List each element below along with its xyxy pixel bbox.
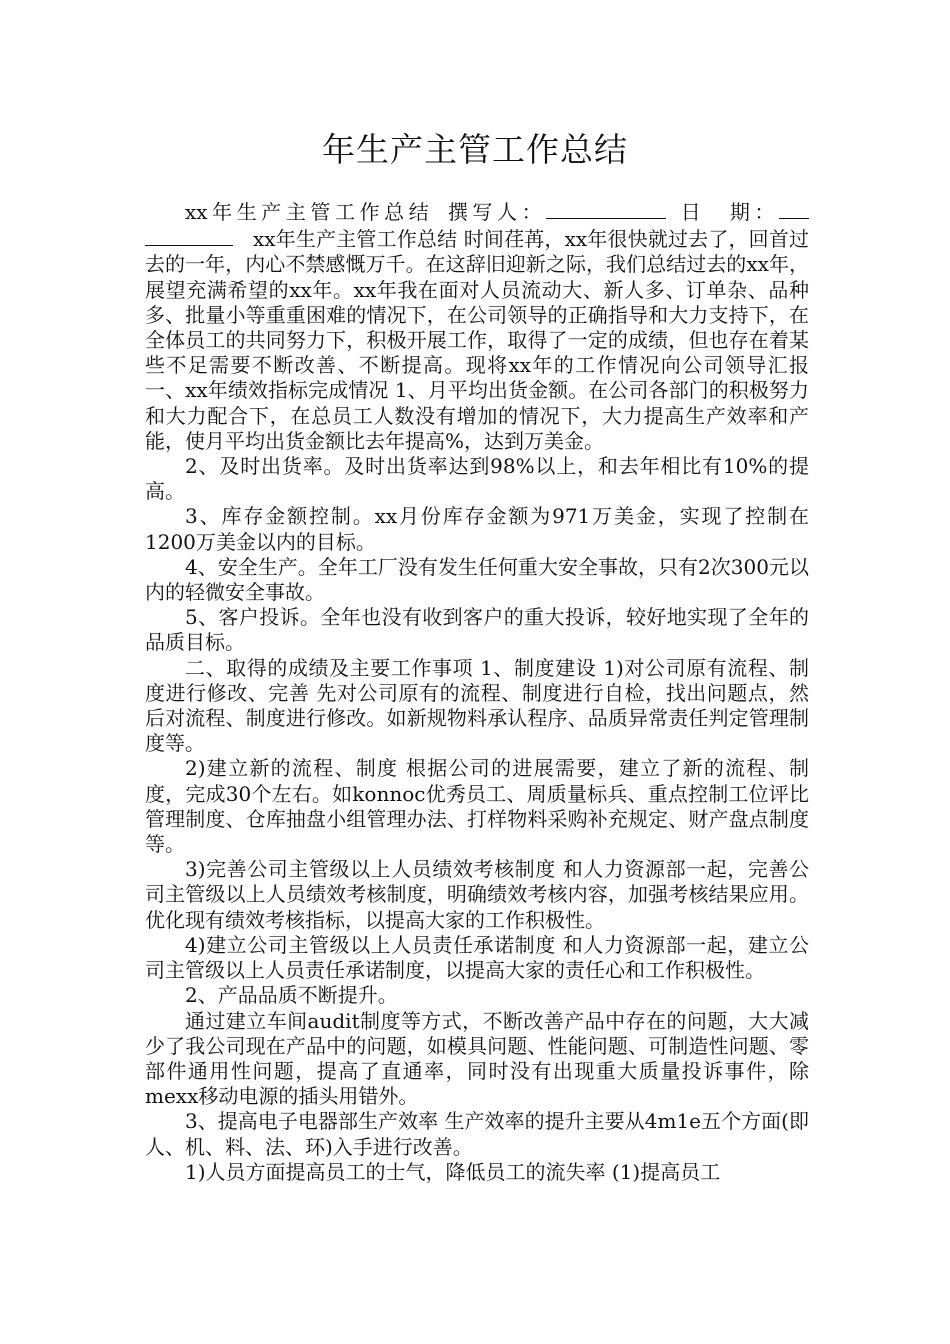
paragraph: 3、库存金额控制。xx月份库存金额为971万美金，实现了控制在1200万美金以内的目标。 xyxy=(145,504,809,554)
paragraph: 5、客户投诉。全年也没有收到客户的重大投诉，较好地实现了全年的品质目标。 xyxy=(145,605,809,655)
document-body xyxy=(145,198,809,1185)
paragraph: 2、及时出货率。及时出货率达到98%以上，和去年相比有10%的提高。 xyxy=(145,454,809,504)
author-blank xyxy=(546,198,666,219)
paragraph: 通过建立车间audit制度等方式，不断改善产品中存在的问题，大大减少了我公司现在产品中的问题，如模具问题、性能问题、可制造性问题、零部件通用性问题，提高了直通率，同时没有出现重大质量投诉事件，除mexx移动电源的插头用错外。 xyxy=(145,1008,809,1109)
paragraph: 1)人员方面提高员工的士气，降低员工的流失率 (1)提高员工 xyxy=(185,1159,721,1184)
paragraph: 二、取得的成绩及主要工作事项 1、制度建设 1)对公司原有流程、制度进行修改、完善 先对公司原有的流程、制度进行自检，找出问题点，然后对流程、制度进行修改。如新规物料承认程序、品质异常责任判定管理制度等。 xyxy=(145,655,809,756)
paragraph: 3)完善公司主管级以上人员绩效考核制度 和人力资源部一起，完善公司主管级以上人员绩效考核制度，明确绩效考核内容，加强考核结果应用。优化现有绩效考核指标，以提高大家的工作积极性。 xyxy=(145,857,809,932)
paragraph: 4)建立公司主管级以上人员责任承诺制度 和人力资源部一起，建立公司主管级以上人员责任承诺制度，以提高大家的责任心和工作积极性。 xyxy=(145,932,809,983)
document-title: 年生产主管工作总结 xyxy=(322,130,628,169)
header-paragraph xyxy=(145,198,809,454)
author-label: 撰写人： xyxy=(443,200,547,224)
paragraph: 4、安全生产。全年工厂没有发生任何重大安全事故，只有2次300元以内的轻微安全事故。 xyxy=(145,554,809,605)
date-blank xyxy=(779,198,809,219)
header-subject: xx年生产主管工作总结 xyxy=(185,200,434,224)
paragraph: 2)建立新的流程、制度 根据公司的进展需要，建立了新的流程、制度，完成30个左右。如konnoc优秀员工、周质量标兵、重点控制工位评比管理制度、仓库抽盘小组管理办法、打样物料采购补充规定、财产盘点制度等。 xyxy=(145,756,809,857)
paragraph: 3、提高电子电器部生产效率 生产效率的提升主要从4m1e五个方面(即人、机、料、法、环)入手进行改善。 xyxy=(145,1109,809,1159)
date-label: 日 期： xyxy=(676,200,780,224)
date-blank-continued xyxy=(145,225,233,246)
lead-text: xx年生产主管工作总结 时间荏苒，xx年很快就过去了，回首过去的一年，内心不禁感慨万千。在这辞旧迎新之际，我们总结过去的xx年，展望充满希望的xx年。xx年我在面对人员流动大、新人多、订单杂、品种多、批量小等重重困难的情况下，在公司领导的正确指导和大力支持下，在全体员工的共同努力下，积极开展工作，取得了一定的成绩，但也存在着某些不足需要不断改善、不断提高。现将xx年的工作情况向公司领导汇报 一、xx年绩效指标完成情况 1、月平均出货金额。在公司各部门的积极努力和大力配合下，在总员工人数没有增加的情况下，大力提高生产效率和产能，使月平均出货金额比去年提高%，达到万美金。 xyxy=(145,227,809,453)
paragraph: 2、产品品质不断提升。 xyxy=(185,983,398,1008)
